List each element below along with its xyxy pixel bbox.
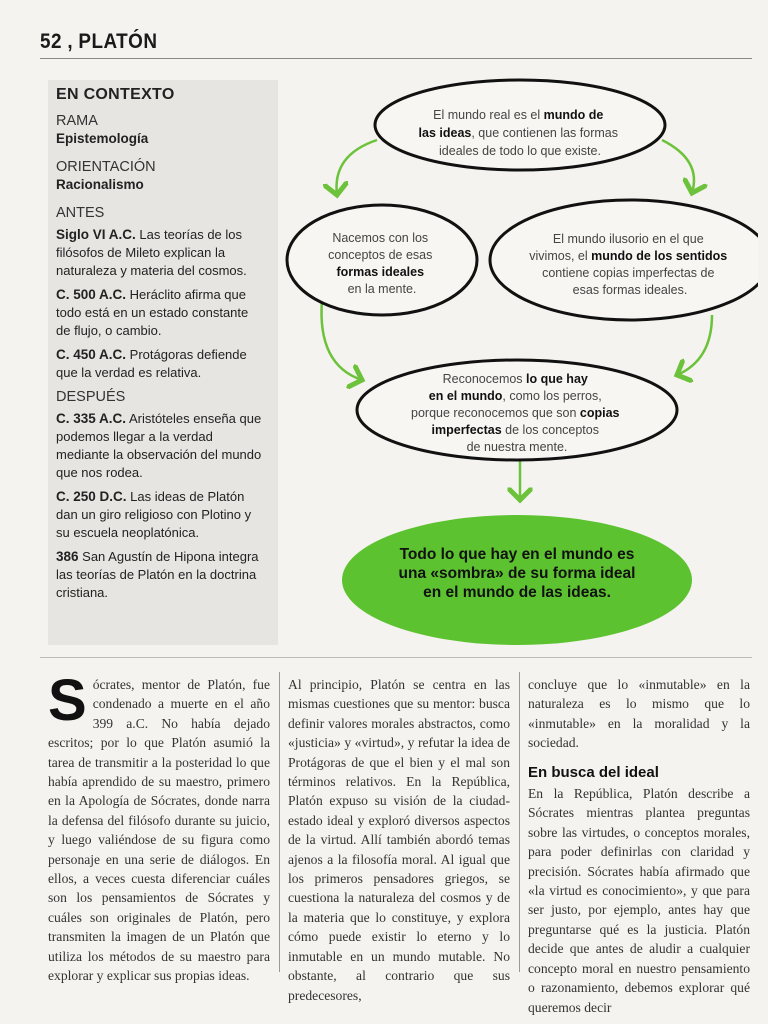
arrow-top-to-right: [662, 140, 694, 193]
body-rule: [40, 657, 752, 658]
column-3-intro: concluye que lo «inmutable» en la naturaleza es lo mismo que lo «inmutable» en la moralidad y la sociedad.: [528, 677, 750, 751]
column-3-text: En la República, Platón describe a Sócrates mientras plantea preguntas sobre las virtudes, o conceptos morales, para poder definirlas con claridad y precisión. Sócrates había afirmado que «la virtud es conocimiento», y que para ser justo, por ejemplo, antes hay que preguntarse qué es la justicia. Platón decide que antes de aludir a cualquier concepto moral en nuestro pensamiento o razonamiento, debemos explorar qué queremos decir: [528, 786, 750, 1015]
antes-entry: C. 500 A.C. Heráclito afirma que todo está en un estado constante de flujo, o cambio.: [56, 287, 249, 338]
column-2-text: Al principio, Platón se centra en las mismas cuestiones que su mentor: busca definir valores morales abstractos, como «justicia» y «virtud», y refutar la idea de Protágoras de que el bien y el mal son términos relativos. En la República, Platón expuso su visión de la ciudad-estado ideal y exploró diversos aspectos de la virtud. Allí también abordó temas ajenos a la filosofía moral. Al igual que los primeros pensadores griegos, se cuestiona la naturaleza del cosmos y de la materia que lo constituye, y explora cómo puede existir lo eterno y lo inmutable en un mundo mutable. No obstante, al contrario que sus predecesores,: [288, 677, 510, 1003]
bubble-right-text: El mundo ilusorio en el que vivimos, el mundo de los sentidos contiene copias imperfectas de esas formas ideales.: [529, 232, 728, 297]
page-title: PLATÓN: [78, 30, 158, 53]
conclusion-text: Todo lo que hay en el mundo es una «sombra» de su forma ideal en el mundo de las ideas.: [398, 546, 636, 601]
platonic-ideas-diagram: [282, 75, 758, 655]
context-sidebar: [48, 80, 278, 645]
drop-cap: S: [48, 668, 87, 733]
antes-label: ANTES: [56, 205, 105, 221]
orientacion-value: Racionalismo: [56, 177, 144, 192]
column-divider: [519, 672, 520, 972]
bubble-top-text: El mundo real es el mundo de las ideas, que contienen las formas ideales de todo lo que existe.: [418, 108, 618, 158]
sidebar-title: EN CONTEXTO: [56, 86, 175, 103]
body-column-2: [288, 675, 510, 1005]
body-column-3: [528, 675, 750, 1017]
arrow-top-to-left: [337, 140, 378, 195]
despues-entry: C. 250 D.C. Las ideas de Platón dan un giro religioso con Plotino y su escuela neoplatónica.: [56, 489, 252, 540]
bubble-left-text: Nacemos con los conceptos de esas formas ideales en la mente.: [328, 231, 433, 296]
page-header: [40, 30, 157, 54]
arrow-right-to-middle: [677, 315, 712, 375]
column-divider: [279, 672, 280, 972]
antes-entry: C. 450 A.C. Protágoras defiende que la verdad es relativa.: [56, 347, 247, 380]
antes-entry: Siglo VI A.C. Las teorías de los filósofos de Mileto explican la naturaleza y materia del cosmos.: [56, 227, 247, 278]
column-1-text: ócrates, mentor de Platón, fue condenado a muerte en el año 399 a.C. No había dejado escritos; por lo que Platón asumió la tarea de transmitir a la posteridad lo que había aprendido de su maestro, primero en la Apología de Sócrates, donde narra la defensa del filósofo durante su juicio, y luego valiéndose de su figura como personaje en una serie de diálogos. En ellos, a veces cuesta diferenciar cuáles son los pensamientos de Sócrates y cuáles son originales de Platón, pero transmiten la imagen de un Platón que utiliza los métodos de su maestro para explorar y explicar sus propias ideas.: [48, 677, 270, 984]
header-separator: ,: [67, 30, 74, 53]
bubble-middle-text: Reconocemos lo que hay en el mundo, como los perros, porque reconocemos que son copias imperfectas de los conceptos de nuestra mente.: [411, 372, 620, 454]
despues-label: DESPUÉS: [56, 389, 126, 405]
rama-label: RAMA: [56, 113, 98, 129]
section-heading: En busca del ideal: [528, 763, 659, 781]
orientacion-label: ORIENTACIÓN: [56, 159, 156, 175]
header-rule: [40, 58, 752, 59]
despues-entry: 386 San Agustín de Hipona integra las teorías de Platón en la doctrina cristiana.: [56, 549, 259, 600]
despues-entry: C. 335 A.C. Aristóteles enseña que podemos llegar a la verdad mediante la observación del mundo que nos rodea.: [56, 411, 262, 480]
page-number: 52: [40, 30, 62, 53]
rama-value: Epistemología: [56, 131, 149, 146]
body-column-1: [48, 668, 270, 986]
